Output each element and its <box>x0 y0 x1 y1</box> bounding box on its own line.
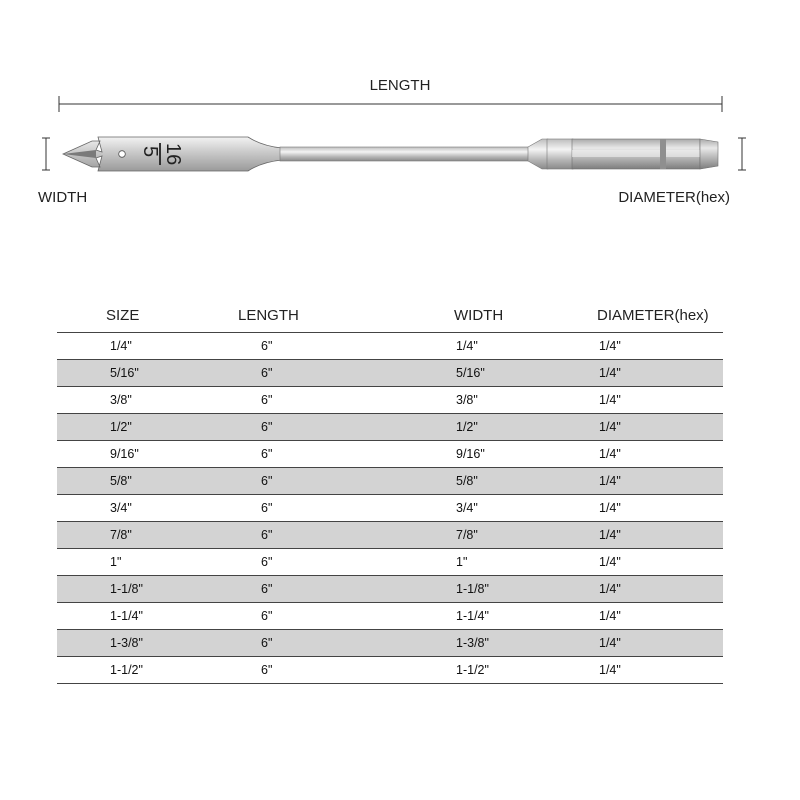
cell-length: 6" <box>207 657 377 684</box>
table-row <box>57 387 723 414</box>
drill-bit-diagram <box>0 0 800 240</box>
cell-width: 5/16" <box>377 360 537 387</box>
cell-width: 3/8" <box>377 387 537 414</box>
cell-length: 6" <box>207 603 377 630</box>
cell-diameter: 1/4" <box>537 333 723 360</box>
cell-length: 6" <box>207 576 377 603</box>
cell-diameter: 1/4" <box>537 414 723 441</box>
diameter-dimension-bracket <box>738 138 746 170</box>
cell-length: 6" <box>207 522 377 549</box>
width-dimension-label: WIDTH <box>38 189 88 206</box>
cell-length: 6" <box>207 441 377 468</box>
cell-width: 1/4" <box>377 333 537 360</box>
cell-size: 1/4" <box>57 333 207 360</box>
table-row <box>57 414 723 441</box>
table-row <box>57 657 723 684</box>
cell-width: 1" <box>377 549 537 576</box>
length-dimension-label: LENGTH <box>369 77 431 94</box>
cell-diameter: 1/4" <box>537 576 723 603</box>
cell-size: 5/8" <box>57 468 207 495</box>
cell-width: 1-3/8" <box>377 630 537 657</box>
svg-text:16: 16 <box>162 143 184 166</box>
table-row <box>57 495 723 522</box>
table-row <box>57 549 723 576</box>
svg-text:5: 5 <box>139 146 161 158</box>
cell-width: 5/8" <box>377 468 537 495</box>
table-row <box>57 333 723 360</box>
table-row <box>57 576 723 603</box>
table-row <box>57 360 723 387</box>
table-row <box>57 468 723 495</box>
cell-size: 5/16" <box>57 360 207 387</box>
cell-length: 6" <box>207 468 377 495</box>
table-header-row <box>57 300 723 333</box>
header-length: LENGTH <box>238 306 299 324</box>
cell-length: 6" <box>207 630 377 657</box>
cell-size: 1-1/2" <box>57 657 207 684</box>
table-row <box>57 441 723 468</box>
spec-table <box>57 300 723 684</box>
header-diameter: DIAMETER(hex) <box>597 306 709 324</box>
cell-size: 1-3/8" <box>57 630 207 657</box>
table-row <box>57 522 723 549</box>
length-dimension-line <box>59 96 722 112</box>
cell-diameter: 1/4" <box>537 603 723 630</box>
cell-width: 1-1/2" <box>377 657 537 684</box>
header-width: WIDTH <box>454 306 504 324</box>
cell-diameter: 1/4" <box>537 549 723 576</box>
cell-diameter: 1/4" <box>537 468 723 495</box>
diameter-dimension-label: DIAMETER(hex) <box>618 189 730 206</box>
cell-width: 7/8" <box>377 522 537 549</box>
cell-width: 1-1/4" <box>377 603 537 630</box>
cell-length: 6" <box>207 495 377 522</box>
cell-diameter: 1/4" <box>537 630 723 657</box>
cell-size: 3/8" <box>57 387 207 414</box>
table-row <box>57 630 723 657</box>
cell-length: 6" <box>207 333 377 360</box>
cell-size: 9/16" <box>57 441 207 468</box>
cell-size: 1/2" <box>57 414 207 441</box>
cell-length: 6" <box>207 360 377 387</box>
header-size: SIZE <box>106 306 140 324</box>
table-row <box>57 603 723 630</box>
cell-size: 7/8" <box>57 522 207 549</box>
cell-length: 6" <box>207 549 377 576</box>
cell-width: 1-1/8" <box>377 576 537 603</box>
cell-width: 3/4" <box>377 495 537 522</box>
cell-size: 1-1/8" <box>57 576 207 603</box>
cell-width: 9/16" <box>377 441 537 468</box>
cell-diameter: 1/4" <box>537 495 723 522</box>
cell-diameter: 1/4" <box>537 360 723 387</box>
cell-diameter: 1/4" <box>537 441 723 468</box>
cell-size: 3/4" <box>57 495 207 522</box>
width-dimension-bracket <box>42 138 50 170</box>
cell-diameter: 1/4" <box>537 387 723 414</box>
cell-length: 6" <box>207 387 377 414</box>
cell-width: 1/2" <box>377 414 537 441</box>
cell-length: 6" <box>207 414 377 441</box>
cell-size: 1-1/4" <box>57 603 207 630</box>
spade-bit-illustration <box>0 0 800 240</box>
cell-diameter: 1/4" <box>537 522 723 549</box>
cell-diameter: 1/4" <box>537 657 723 684</box>
cell-size: 1" <box>57 549 207 576</box>
